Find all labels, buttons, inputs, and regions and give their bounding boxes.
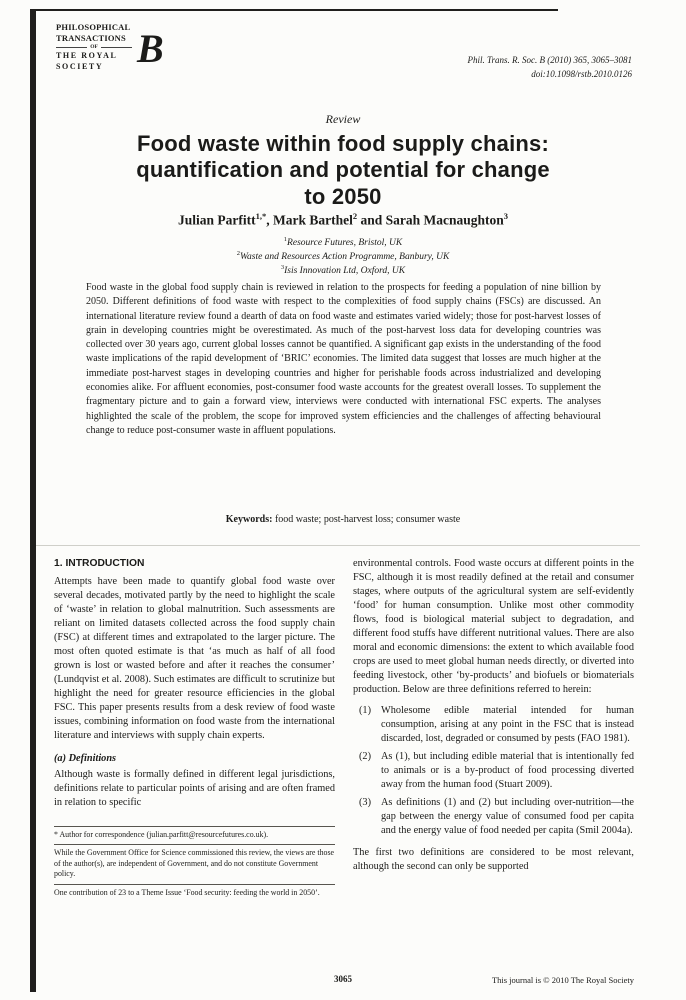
author-separator: , (266, 212, 273, 228)
definition-number: (2) (359, 751, 372, 762)
subsection-heading-definitions: (a) Definitions (54, 753, 117, 764)
author-name: Mark Barthel (272, 212, 353, 228)
right-column (353, 557, 634, 898)
intro-paragraph: Attempts have been made to quantify global food waste over several decades, motivated partly by the need to highlight the scale of ‘waste’ in relation to global malnutrition. Such assessments are reliant on limited datasets collected across the food supply chain (FSC) at different times and extrapolated to the larger picture. The most often quoted estimate is that ‘as much as half of all food grown is lost or wasted before and after it reaches the consumer’ (Lundqvist et al. 2008). Such estimates are difficult to scrutinize but highlight the need for greater resource efficiencies in the global FSC. This paper presents results from a desk review of food waste issues, combining information on food waste from the international literature and interviews with supply chain experts. (54, 576, 335, 741)
abstract-text: Food waste in the global food supply chain is reviewed in relation to the prospects for feeding a population of nine billion by 2050. Different definitions of food waste with respect to the complexities of food supply chains (FSCs) are discussed. An international literature review found a dearth of data on food waste and estimates varied widely; those for post-harvest losses of grain in developing countries might be overestimated. As much of the post-harvest loss data for developing countries was collected over 30 years ago, current global losses cannot be quantified. A significant gap exists in the understanding of the food waste implications of the rapid development of ‘BRIC’ economies. The limited data suggest that losses are much higher at the immediate post-harvest stages in developing countries and higher for perishable foods across industrialized and developing economies alike. For affluent economies, post-consumer food waste accounts for the greatest overall losses. To supplement the fragmentary picture and to gain a forward view, interviews were conducted with international FSC experts. The analyses highlighted the scale of the problem, the scope for improved system efficiencies and the challenges of affecting behavioural change to reduce post-consumer waste in affluent populations. (86, 282, 601, 436)
logo-line-of: OF (56, 44, 132, 50)
article-type-label: Review (325, 112, 361, 126)
disclaimer-footnote: While the Government Office for Science commissioned this review, the views are those of the author(s), are independent of Government, and do not constitute Government policy. (54, 848, 335, 879)
page-title (30, 131, 656, 210)
author-superscript: 2 (352, 211, 358, 221)
affiliation-line (0, 264, 686, 278)
title-line: Food waste within food supply chains: (137, 131, 549, 156)
copyright-notice: This journal is © 2010 The Royal Society (491, 975, 634, 985)
definition-text: As definitions (1) and (2) but including over-nutrition—the gap between the energy value of consumed food per capita and the energy value of food needed per capita (Smil 2004a). (381, 797, 634, 836)
affiliation-text: Waste and Resources Action Programme, Banbury, UK (239, 252, 450, 263)
author-superscript: 3 (503, 211, 509, 221)
definition-number: (1) (359, 705, 372, 716)
definition-number: (3) (359, 797, 372, 808)
footnote-rule (54, 844, 335, 845)
title-line: quantification and potential for change (136, 157, 550, 183)
affiliation-superscript: 3 (280, 263, 285, 271)
logo-text (56, 22, 132, 72)
footnote-rule (54, 884, 335, 885)
left-column (54, 557, 335, 898)
royal-society-logo (56, 22, 164, 82)
definition-text: Wholesome edible material intended for human consumption, arising at any point in the FSC that is instead discarded, lost, degraded or consumed by pests (FAO 1981). (381, 705, 634, 744)
footnotes (54, 826, 335, 898)
logo-line: THE ROYAL (56, 51, 118, 61)
title-line: to 2050 (304, 183, 382, 209)
affiliation-text: Resource Futures, Bristol, UK (287, 238, 403, 249)
affiliation-text: Isis Innovation Ltd, Oxford, UK (284, 266, 406, 277)
logo-line: SOCIETY (56, 61, 104, 71)
journal-citation (468, 22, 633, 82)
section-divider (36, 545, 640, 546)
masthead (56, 22, 632, 82)
logo-letter-b: B (137, 26, 164, 71)
continuation-paragraph: environmental controls. Food waste occurs at different points in the FSC, although it is most readily defined at the retail and consumer stages, where outputs of the agricultural system are self-evidently ‘food’ for human consumption. Unlike most other commodity flows, food is biological material subject to degradation, and different food stuffs have different nutritional values. There are also moral and economic dimensions: the extent to which available food crops are used to meet global human needs directly, or diverted into feeding livestock, other ‘by-products’ and biofuels or biomaterials production. Below are three definitions referred to herein: (353, 558, 634, 695)
contribution-footnote: One contribution of 23 to a Theme Issue ‘Food security: feeding the world in 2050’. (54, 887, 320, 897)
definition-item (359, 750, 634, 792)
citation-reference: Phil. Trans. R. Soc. B (2010) 365, 3065–3081 (467, 55, 632, 65)
logo-line: PHILOSOPHICAL (56, 22, 131, 32)
author-superscript: 1,* (255, 211, 267, 221)
author-name: Julian Parfitt (177, 212, 256, 228)
definitions-paragraph: Although waste is formally defined in different legal jurisdictions, definitions relate to particular points of arising and are often framed in relation to specific (54, 769, 335, 808)
authors-line (0, 211, 686, 229)
keywords-label: Keywords: (225, 514, 273, 525)
logo-line: TRANSACTIONS (56, 32, 126, 43)
affiliation-line (0, 236, 686, 250)
correspondence-footnote: * Author for correspondence (julian.parfitt@resourcefutures.co.uk). (54, 830, 269, 839)
definitions-list (359, 704, 634, 838)
affiliation-superscript: 1 (283, 236, 288, 243)
author-separator: and (357, 212, 386, 228)
footnote-rule (54, 826, 335, 827)
body-columns (54, 557, 634, 898)
page-number: 3065 (334, 974, 352, 984)
definition-text: As (1), but including edible material that is intentionally fed to animals or is a by-product of food processing diverted away from the human food (Stuart 2009). (381, 751, 634, 790)
citation-doi: doi:10.1098/rstb.2010.0126 (531, 68, 632, 79)
keywords-line (0, 514, 686, 525)
affiliation-superscript: 2 (236, 249, 240, 257)
closing-paragraph: The first two definitions are considered to be most relevant, although the second can only be supported (353, 847, 634, 872)
section-heading-introduction: 1. INTRODUCTION (54, 558, 145, 569)
page-footer (52, 974, 634, 988)
definition-item (359, 796, 634, 838)
affiliations (0, 236, 686, 278)
definition-item (359, 704, 634, 746)
scan-artifact-top (30, 9, 558, 11)
affiliation-line (0, 250, 686, 264)
author-name: Sarah Macnaughton (385, 212, 504, 228)
keywords-text: food waste; post-harvest loss; consumer waste (272, 514, 461, 525)
